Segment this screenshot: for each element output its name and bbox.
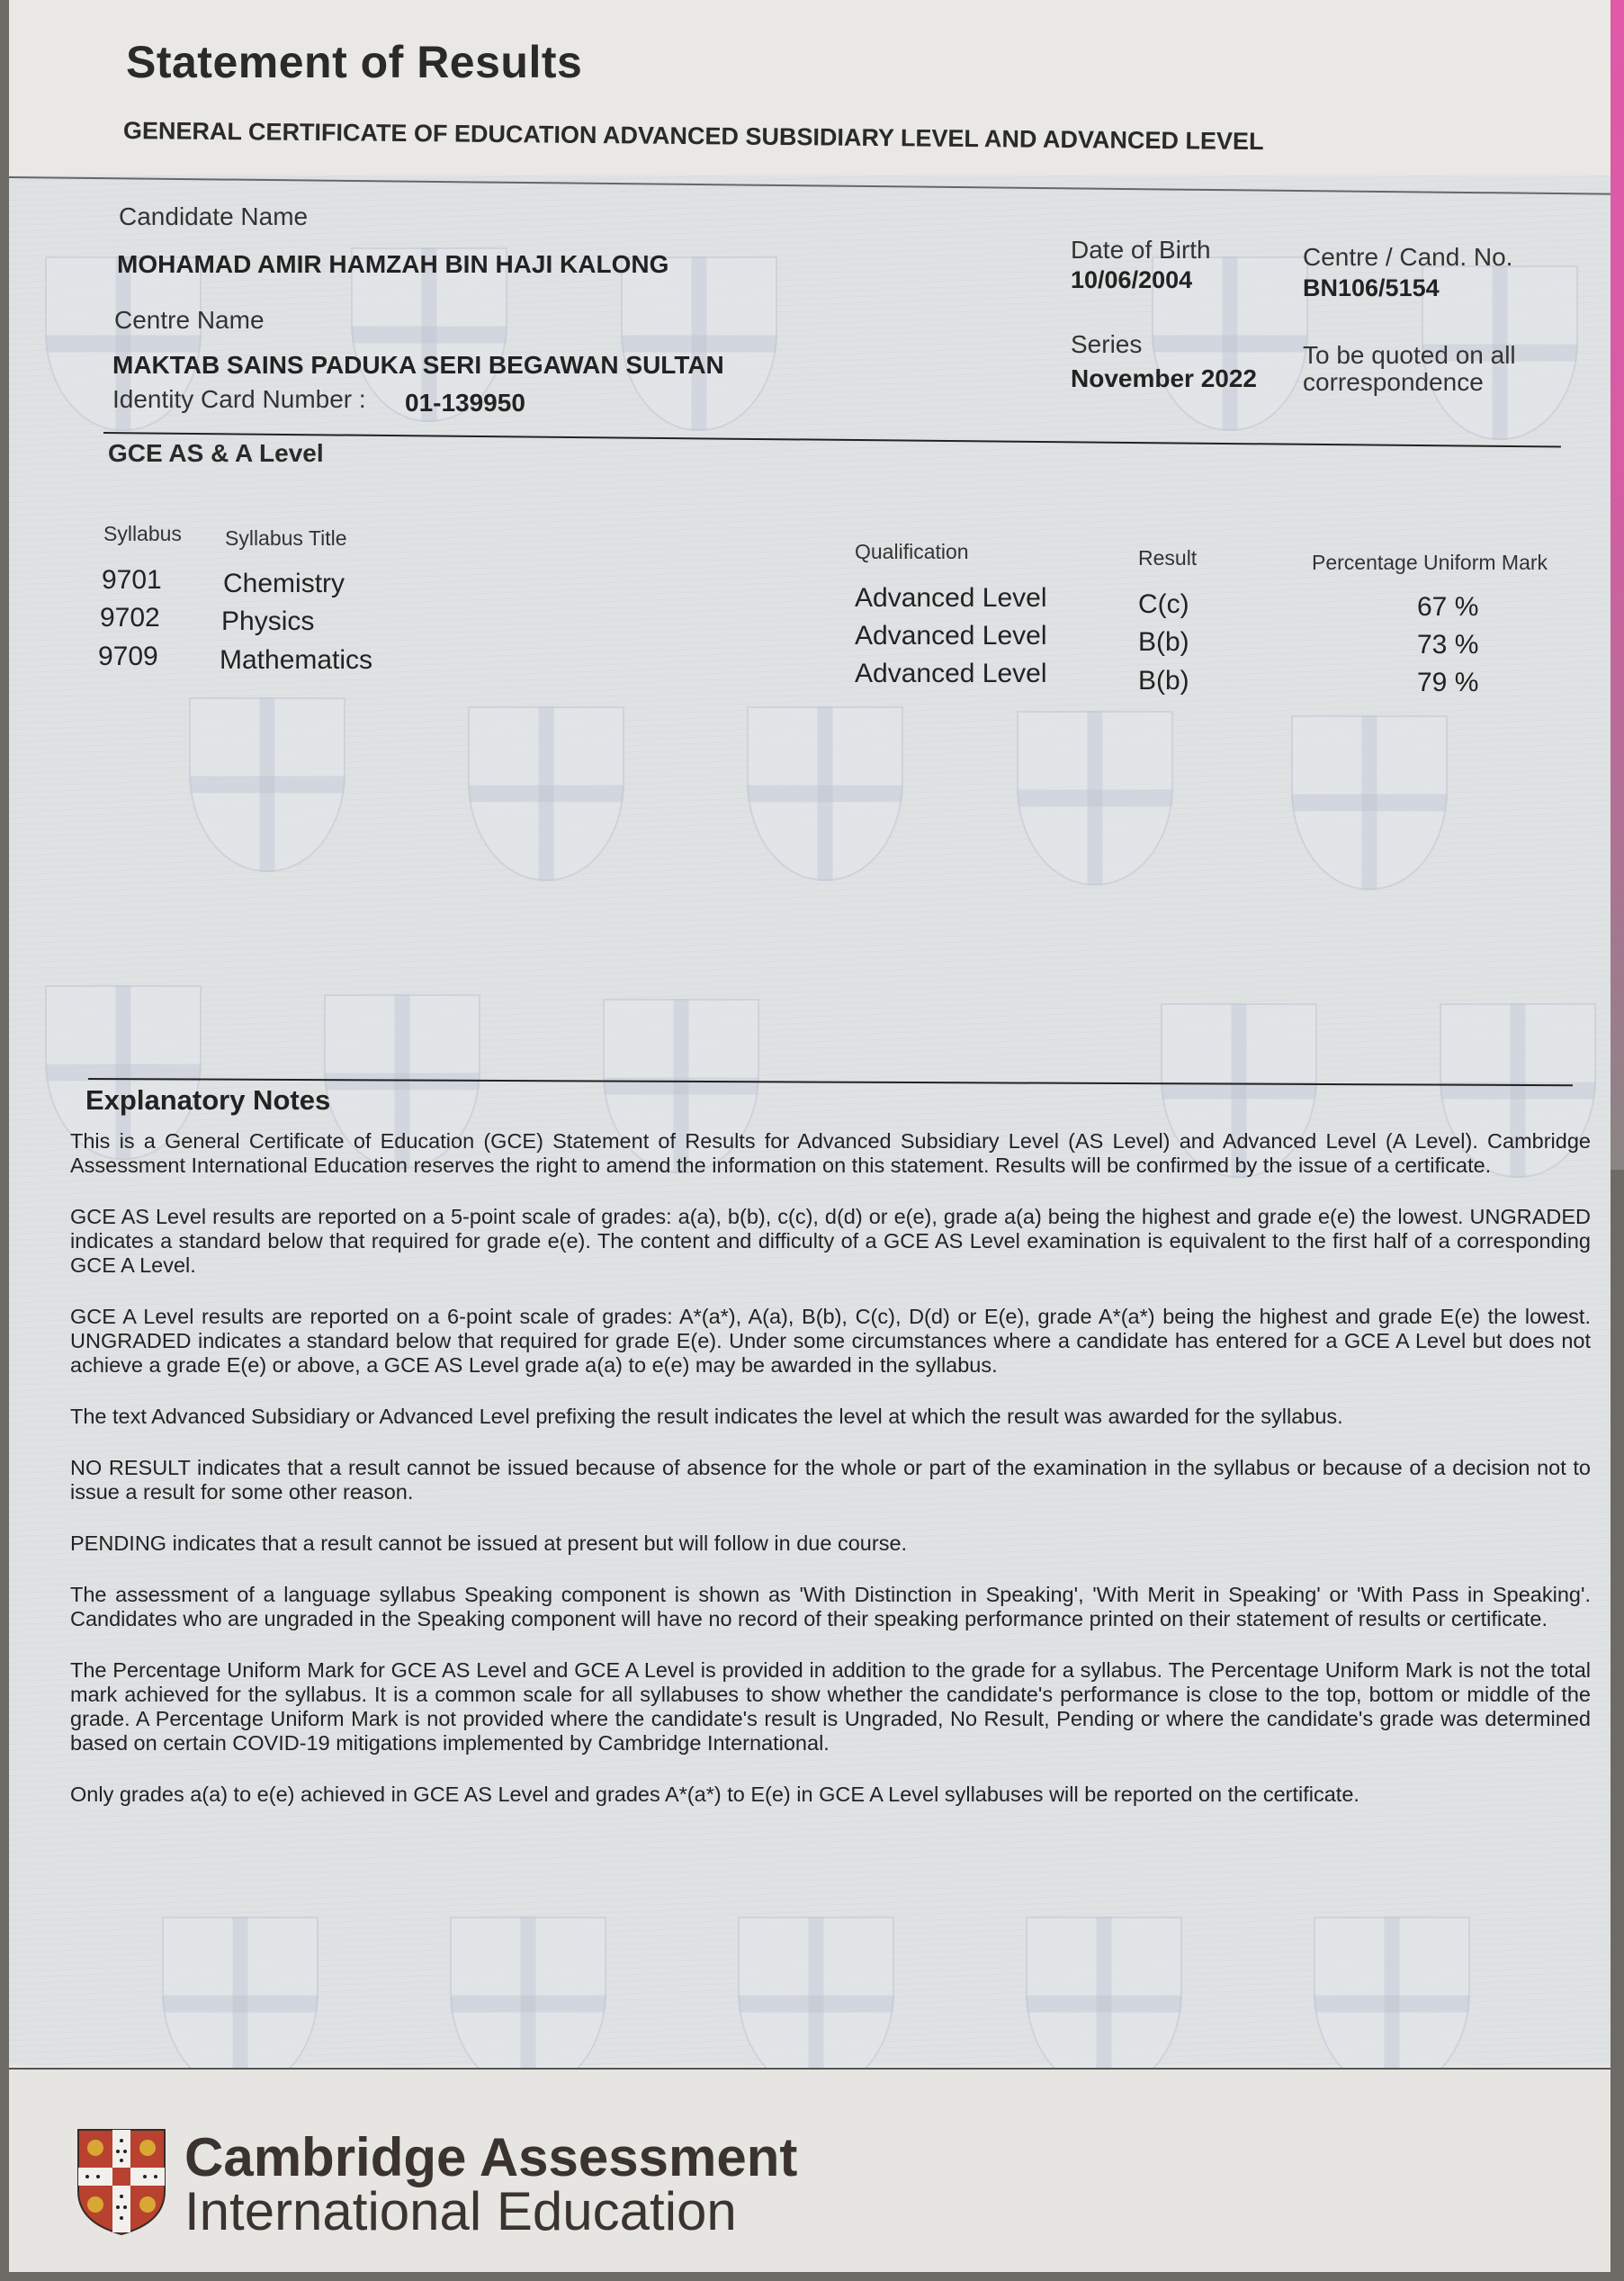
syllabus-title: Chemistry xyxy=(223,569,345,598)
note-paragraph: This is a General Certificate of Education (GCE) Statement of Results for Advanced Subsidiary Level (AS Level) and Advanced Level (A Level). Cambridge Assessment International Education reserves the right to amend the information on this statement. Results will be confirmed by the issue of a certificate. xyxy=(70,1129,1591,1177)
cambridge-logo xyxy=(76,2128,797,2241)
watermark-crest-icon xyxy=(621,256,777,431)
watermark-crest-icon xyxy=(162,1917,319,2091)
centre-name-label: Centre Name xyxy=(114,306,265,334)
syllabus-title: Mathematics xyxy=(220,645,373,675)
header-syllabus: Syllabus xyxy=(103,522,182,545)
pum-value: 79 % xyxy=(1417,668,1479,697)
note-paragraph: GCE AS Level results are reported on a 5-point scale of grades: a(a), b(b), c(c), d(d) or e(e), grade a(a) being the highest and grade e(e) the lowest. UNGRADED indicates a standard below that required for grade e(e). The content and difficulty of a GCE AS Level examination is equivalent to the first half of a corresponding GCE A Level. xyxy=(70,1205,1591,1277)
note-paragraph: The text Advanced Subsidiary or Advanced Level prefixing the result indicates the level at which the result was awarded for the syllabus. xyxy=(70,1405,1343,1428)
centre-cand-label: Centre / Cand. No. xyxy=(1303,243,1513,271)
watermark-crest-icon xyxy=(1314,1917,1470,2091)
qualification: Advanced Level xyxy=(855,659,1047,688)
result-grade: B(b) xyxy=(1138,627,1189,657)
watermark-crest-icon xyxy=(1026,1917,1182,2091)
pum-value: 67 % xyxy=(1417,592,1479,622)
note-paragraph: Only grades a(a) to e(e) achieved in GCE AS Level and grades A*(a*) to E(e) in GCE A Level syllabuses will be reported on the certificate. xyxy=(70,1783,1359,1806)
cambridge-crest-icon xyxy=(76,2128,166,2241)
series-label: Series xyxy=(1071,330,1143,358)
centre-name: MAKTAB SAINS PADUKA SERI BEGAWAN SULTAN xyxy=(112,351,724,379)
logo-line2: International Education xyxy=(184,2180,737,2241)
dob-label: Date of Birth xyxy=(1071,236,1211,264)
document-subtitle: GENERAL CERTIFICATE OF EDUCATION ADVANCED SUBSIDIARY LEVEL AND ADVANCED LEVEL xyxy=(122,117,1264,156)
result-grade: B(b) xyxy=(1138,666,1189,696)
header-result: Result xyxy=(1138,546,1198,570)
qualification: Advanced Level xyxy=(855,583,1047,613)
identity-card-label: Identity Card Number : xyxy=(112,385,366,413)
header-syllabus-title: Syllabus Title xyxy=(225,526,347,550)
watermark-crest-icon xyxy=(738,1917,894,2091)
header-qualification: Qualification xyxy=(855,540,969,563)
watermark-crest-icon xyxy=(189,697,345,872)
watermark-crest-icon xyxy=(468,706,624,881)
note-paragraph: The assessment of a language syllabus Speaking component is shown as 'With Distinction in Speaking', 'With Merit in Speaking' or 'With Pass in Speaking'. Candidates who are ungraded in the Speaking component will have no record of their speaking performance printed on their statement of results or certificate. xyxy=(70,1583,1591,1630)
watermark-crest-icon xyxy=(450,1917,606,2091)
logo-line1: Cambridge Assessment xyxy=(184,2126,798,2187)
syllabus-code: 9709 xyxy=(98,642,158,671)
candidate-name: MOHAMAD AMIR HAMZAH BIN HAJI KALONG xyxy=(117,250,669,278)
series-value: November 2022 xyxy=(1071,364,1258,392)
statement-document xyxy=(9,0,1611,2272)
explanatory-notes xyxy=(70,1129,1591,1834)
syllabus-code: 9701 xyxy=(102,565,162,595)
centre-cand-value: BN106/5154 xyxy=(1303,274,1440,301)
syllabus-code: 9702 xyxy=(100,603,160,633)
qualification: Advanced Level xyxy=(855,621,1047,651)
identity-card-number: 01-139950 xyxy=(405,389,525,417)
dob-value: 10/06/2004 xyxy=(1071,266,1193,293)
header-pum: Percentage Uniform Mark xyxy=(1312,551,1548,574)
quote-note: To be quoted on all correspondence xyxy=(1303,341,1516,396)
result-grade: C(c) xyxy=(1138,589,1189,619)
pum-value: 73 % xyxy=(1417,630,1479,660)
watermark-crest-icon xyxy=(747,706,903,881)
note-paragraph: PENDING indicates that a result cannot be issued at present but will follow in due course. xyxy=(70,1531,908,1555)
note-paragraph: The Percentage Uniform Mark for GCE AS Level and GCE A Level is provided in addition to the grade for a syllabus. The Percentage Uniform Mark is not the total mark achieved for the syllabus. It is a common scale for all syllabuses to show whether the candidate's performance is close to the top, bottom or middle of the grade. A Percentage Uniform Mark is not provided where the candidate's result is Ungraded, No Result, Pending or where the candidate's grade was determined based on certain COVID-19 mitigations implemented by Cambridge International. xyxy=(70,1658,1591,1755)
document-title: Statement of Results xyxy=(126,37,583,87)
candidate-name-label: Candidate Name xyxy=(119,202,309,230)
notes-title: Explanatory Notes xyxy=(85,1084,331,1116)
results-section-title: GCE AS & A Level xyxy=(108,439,324,467)
syllabus-title: Physics xyxy=(221,606,315,636)
note-paragraph: GCE A Level results are reported on a 6-point scale of grades: A*(a*), A(a), B(b), C(c), D(d) or E(e), grade A*(a*) being the highest and grade E(e) the lowest. UNGRADED indicates a standard below that required for grade E(e). Under some circumstances where a candidate has entered for a GCE A Level but does not achieve a grade E(e) or above, a GCE AS Level grade a(a) to e(e) may be awarded in the syllabus. xyxy=(70,1305,1591,1377)
note-paragraph: NO RESULT indicates that a result cannot be issued because of absence for the whole or part of the examination in the syllabus or because of a decision not to issue a result for some other reason. xyxy=(70,1456,1591,1504)
watermark-crest-icon xyxy=(1291,715,1448,890)
watermark-crest-icon xyxy=(1017,711,1173,885)
